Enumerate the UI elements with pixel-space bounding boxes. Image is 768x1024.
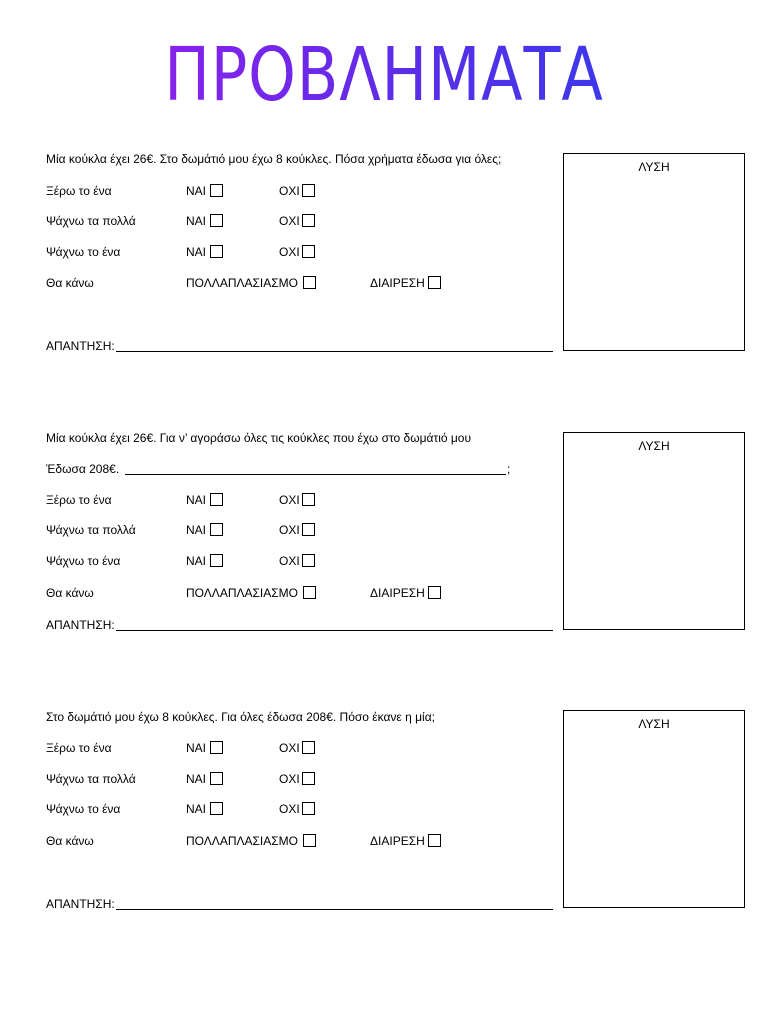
page-title: ΠΡΟΒΛΗΜΑΤΑ [69,30,699,120]
know-one-label: Ξέρω το ένα [46,493,112,507]
seek-many-yes-checkbox[interactable] [210,523,223,536]
no-label: ΟΧΙ [279,741,300,755]
will-do-label: Θα κάνω [46,834,94,848]
answer-label: ΑΠΑΝΤΗΣΗ: [46,897,115,911]
yes-label: ΝΑΙ [186,245,207,259]
know-one-no-checkbox[interactable] [302,493,315,506]
know-one-label: Ξέρω το ένα [46,184,112,198]
seek-many-label: Ψάχνω τα πολλά [46,214,136,228]
answer-field[interactable] [116,351,553,352]
multiplication-checkbox[interactable] [303,586,316,599]
seek-one-no-checkbox[interactable] [302,554,315,567]
seek-one-yes-checkbox[interactable] [210,245,223,258]
division-label: ΔΙΑΙΡΕΣΗ [370,586,425,600]
will-do-label: Θα κάνω [46,276,94,290]
solution-title: ΛΥΣΗ [638,439,670,453]
yes-label: ΝΑΙ [186,554,207,568]
no-label: ΟΧΙ [279,245,300,259]
yes-label: ΝΑΙ [186,741,207,755]
division-label: ΔΙΑΙΡΕΣΗ [370,276,425,290]
seek-many-yes-checkbox[interactable] [210,214,223,227]
know-one-yes-checkbox[interactable] [210,184,223,197]
answer-label: ΑΠΑΝΤΗΣΗ: [46,339,115,353]
answer-field[interactable] [116,630,553,631]
yes-label: ΝΑΙ [186,772,207,786]
yes-label: ΝΑΙ [186,214,207,228]
solution-title: ΛΥΣΗ [638,717,670,731]
know-one-no-checkbox[interactable] [302,741,315,754]
will-do-label: Θα κάνω [46,586,94,600]
yes-label: ΝΑΙ [186,184,207,198]
multiplication-label: ΠΟΛΛΑΠΛΑΣΙΑΣΜΟ [186,276,299,290]
seek-one-label: Ψάχνω το ένα [46,802,121,816]
seek-one-label: Ψάχνω το ένα [46,554,121,568]
seek-many-label: Ψάχνω τα πολλά [46,772,136,786]
no-label: ΟΧΙ [279,184,300,198]
solution-box[interactable] [563,153,745,351]
multiplication-checkbox[interactable] [303,834,316,847]
multiplication-checkbox[interactable] [303,276,316,289]
division-label: ΔΙΑΙΡΕΣΗ [370,834,425,848]
no-label: ΟΧΙ [279,493,300,507]
seek-many-no-checkbox[interactable] [302,214,315,227]
seek-many-label: Ψάχνω τα πολλά [46,523,136,537]
problem-2-blank-field[interactable] [125,474,506,475]
seek-one-no-checkbox[interactable] [302,802,315,815]
yes-label: ΝΑΙ [186,523,207,537]
no-label: ΟΧΙ [279,772,300,786]
division-checkbox[interactable] [428,586,441,599]
problem-1-question: Μία κούκλα έχει 26€. Στο δωμάτιό μου έχω 8 κούκλες. Πόσα χρήματα έδωσα για όλες; [46,152,502,166]
know-one-yes-checkbox[interactable] [210,493,223,506]
division-checkbox[interactable] [428,834,441,847]
seek-many-yes-checkbox[interactable] [210,772,223,785]
seek-one-label: Ψάχνω το ένα [46,245,121,259]
multiplication-label: ΠΟΛΛΑΠΛΑΣΙΑΣΜΟ [186,586,299,600]
solution-box[interactable] [563,710,745,908]
yes-label: ΝΑΙ [186,493,207,507]
problem-2-question: Μία κούκλα έχει 26€. Για ν’ αγοράσω όλες τις κούκλες που έχω στο δωμάτιό μου [46,431,472,445]
no-label: ΟΧΙ [279,523,300,537]
solution-box[interactable] [563,432,745,630]
answer-field[interactable] [116,909,553,910]
problem-2-question-end: ; [507,462,511,476]
know-one-yes-checkbox[interactable] [210,741,223,754]
seek-one-no-checkbox[interactable] [302,245,315,258]
no-label: ΟΧΙ [279,802,300,816]
no-label: ΟΧΙ [279,214,300,228]
know-one-no-checkbox[interactable] [302,184,315,197]
know-one-label: Ξέρω το ένα [46,741,112,755]
answer-label: ΑΠΑΝΤΗΣΗ: [46,618,115,632]
division-checkbox[interactable] [428,276,441,289]
seek-many-no-checkbox[interactable] [302,772,315,785]
seek-many-no-checkbox[interactable] [302,523,315,536]
seek-one-yes-checkbox[interactable] [210,554,223,567]
no-label: ΟΧΙ [279,554,300,568]
seek-one-yes-checkbox[interactable] [210,802,223,815]
problem-2-question-line2: Έδωσα 208€. [46,462,120,476]
multiplication-label: ΠΟΛΛΑΠΛΑΣΙΑΣΜΟ [186,834,299,848]
problem-3-question: Στο δωμάτιό μου έχω 8 κούκλες. Για όλες έδωσα 208€. Πόσο έκανε η μία; [46,710,435,724]
yes-label: ΝΑΙ [186,802,207,816]
solution-title: ΛΥΣΗ [638,160,670,174]
